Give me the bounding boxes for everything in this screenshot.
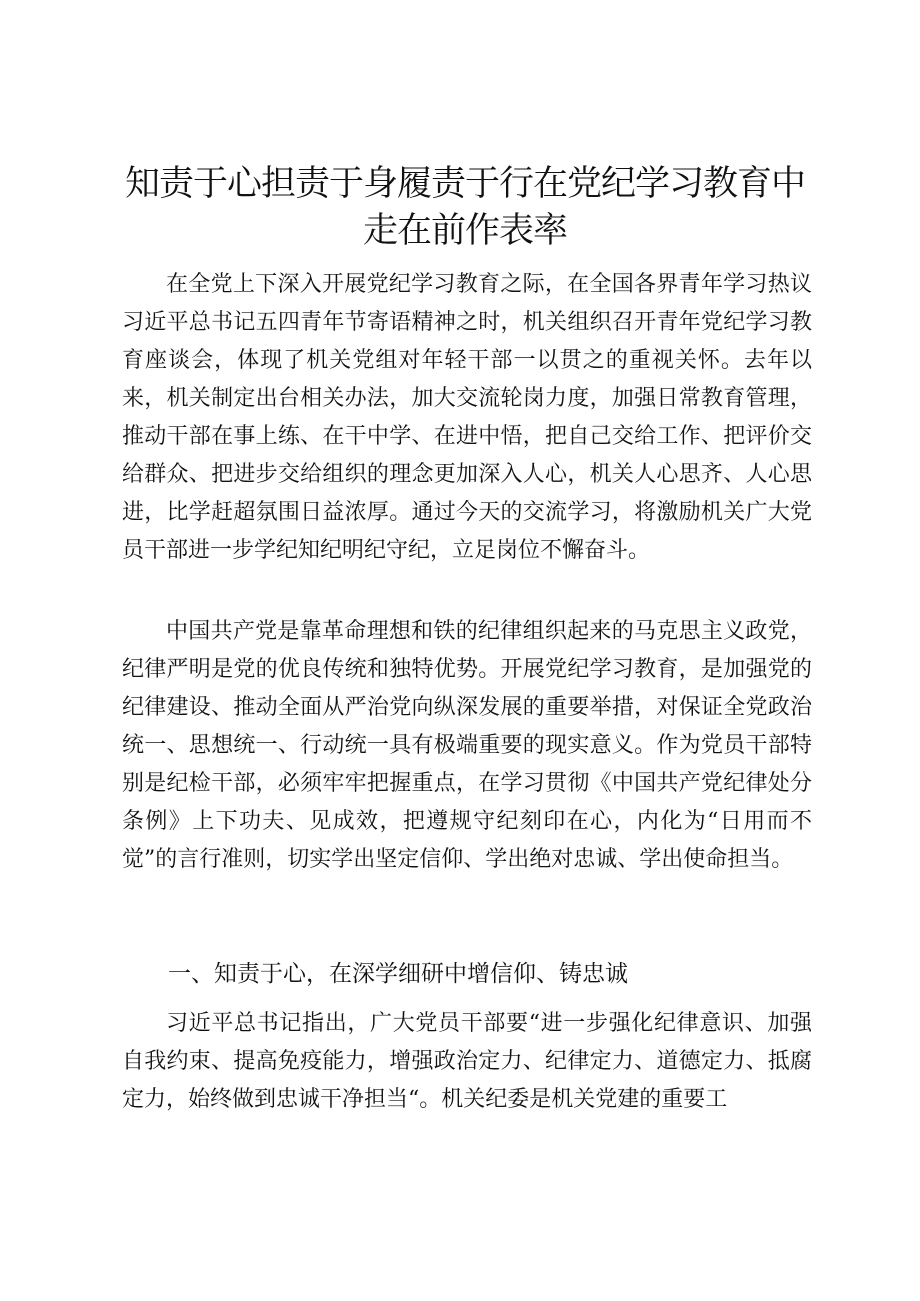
section-heading-1: 一、知责于心，在深学细研中增信仰、铸忠诚 bbox=[168, 961, 628, 987]
paragraph-intro: 在全党上下深入开展党纪学习教育之际，在全国各界青年学习热议习近平总书记五四青年节寄语精神之时，机关组织召开青年党纪学习教育座谈会，体现了机关党组对年轻干部一以贯之的重视关怀。去年以来，机关制定出台相关办法，加大交流轮岗力度，加强日常教育管理，推动干部在事上练、在干中学、在进中悟，把自己交给工作、把评价交给群众、把进步交给组织的理念更加深入人心，机关人心思齐、人心思进，比学赶超氛围日益浓厚。通过今天的交流学习，将激励机关广大党员干部进一步学纪知纪明纪守纪，立足岗位不懈奋斗。 bbox=[122, 272, 812, 563]
paragraph-section-1-body: 习近平总书记指出，广大党员干部要“进一步强化纪律意识、加强自我约束、提高免疫能力，增强政治定力、纪律定力、道德定力、抵腐定力，始终做到忠诚干净担当“。机关纪委是机关党建的重要工 bbox=[122, 1011, 812, 1112]
paragraph-party-discipline: 中国共产党是靠革命理想和铁的纪律组织起来的马克思主义政党，纪律严明是党的优良传统和独特优势。开展党纪学习教育，是加强党的纪律建设、推动全面从严治党向纵深发展的重要举措，对保证全党政治统一、思想统一、行动统一具有极端重要的现实意义。作为党员干部特别是纪检干部，必须牢牢把握重点，在学习贯彻《中国共产党纪律处分条例》上下功夫、见成效，把遵规守纪刻印在心，内化为“日用而不觉”的言行准则，切实学出坚定信仰、学出绝对忠诚、学出使命担当。 bbox=[122, 619, 812, 872]
document-title-line-1: 知责于心担责于身履责于行在党纪学习教育中 bbox=[124, 164, 805, 204]
document-title-line-2: 走在前作表率 bbox=[362, 211, 567, 251]
